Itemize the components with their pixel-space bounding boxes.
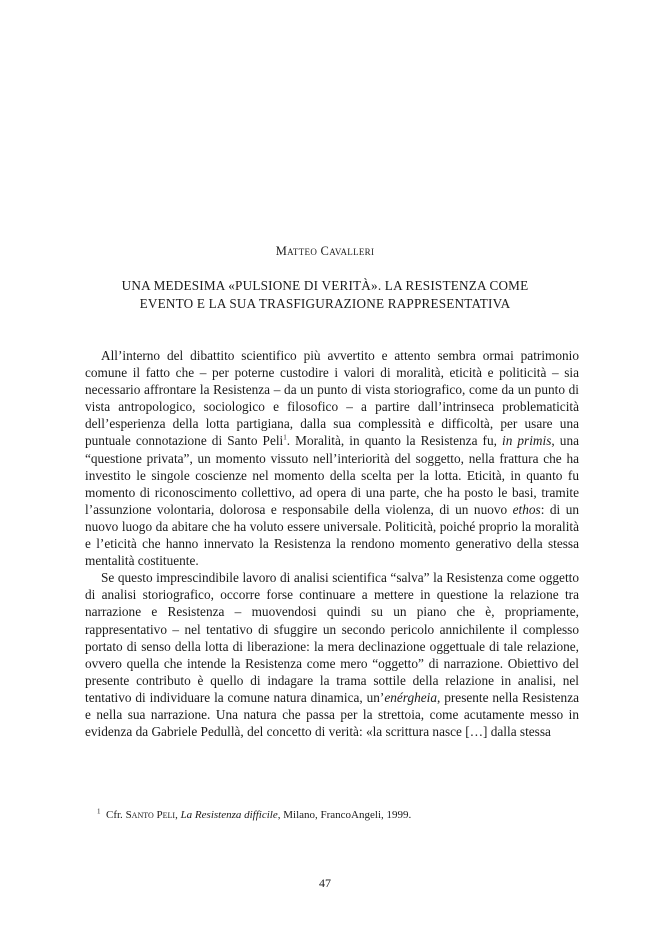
article-title <box>80 277 570 313</box>
title-line-2: EVENTO E LA SUA TRASFIGURAZIONE RAPPRESENTATIVA <box>139 296 511 311</box>
paragraph-2: Se questo imprescindibile lavoro di analisi scientifica “salva” la Resistenza come oggetto di analisi storiografico, occorre forse continuare a mettere in questione la relazione tra narrazione e Resistenza – muovendosi quindi su un piano che è, propriamente, rappresentativo – nel tentativo di sfuggire un secondo pericolo annichilente il complesso portato di senso della lotta di liberazione: la mera declinazione oggettuale di tale relazione, ovvero quella che intende la Resistenza come mero “oggetto” di narrazione. Obiettivo del presente contributo è quello di indagare la trama sottile della relazione in analisi, nel tentativo di individuare la comune natura dinamica, un’enérgheia, presente nella Resistenza e nella sua narrazione. Una natura che passa per la strettoia, come acutamente messo in evidenza da Gabriele Pedullà, del concetto di verità: «la scrittura nasce […] dalla stessa <box>85 570 579 740</box>
title-line-1: UNA MEDESIMA «PULSIONE DI VERITÀ». LA RESISTENZA COME <box>121 278 529 293</box>
footnote-number: 1 <box>97 807 101 816</box>
page-number: 47 <box>319 876 331 890</box>
footnote: $^1$ Cfr. Santo Peli, La Resistenza difficile, Milano, FrancoAngeli, 1999. <box>97 807 412 821</box>
footnote-ref: 1 <box>283 434 287 443</box>
footnote-book: La Resistenza difficile <box>180 809 278 821</box>
body-text <box>85 347 579 740</box>
author-name: Matteo Cavalleri <box>275 244 375 258</box>
footnote-author: Santo Peli <box>125 809 176 821</box>
paragraph-1: All’interno del dibattito scientifico più avvertito e attento sembra ormai patrimonio comune il fatto che – per poterne custodire i valori di moralità, eticità e politicità – sia necessario affrontare la Resistenza – da un punto di vista storiografico, come da un punto di vista antropologico, sociologico e filosofico – a partire dall’intrinseca problematicità dell’esperienza della lotta partigiana, dalla sua complessità e difficoltà, per usare una puntuale connotazione di Santo Peli$^1$. Moralità, in quanto la Resistenza fu, in primis, una “questione privata”, un momento vissuto nell’interiorità del soggetto, nella frattura che ha investito le singole coscienze nel momento della scelta per la lotta. Eticità, in quanto fu momento di riconoscimento collettivo, ad opera di una parte, che ha posto le basi, tramite l’assunzione volontaria, dolorosa e responsabile della violenza, di un nuovo ethos: di un nuovo luogo da abitare che ha voluto essere universale. Politicità, poiché proprio la moralità e l’eticità che hanno innervato la Resistenza la rendono momento generativo della stessa mentalità costituente. <box>85 348 580 569</box>
